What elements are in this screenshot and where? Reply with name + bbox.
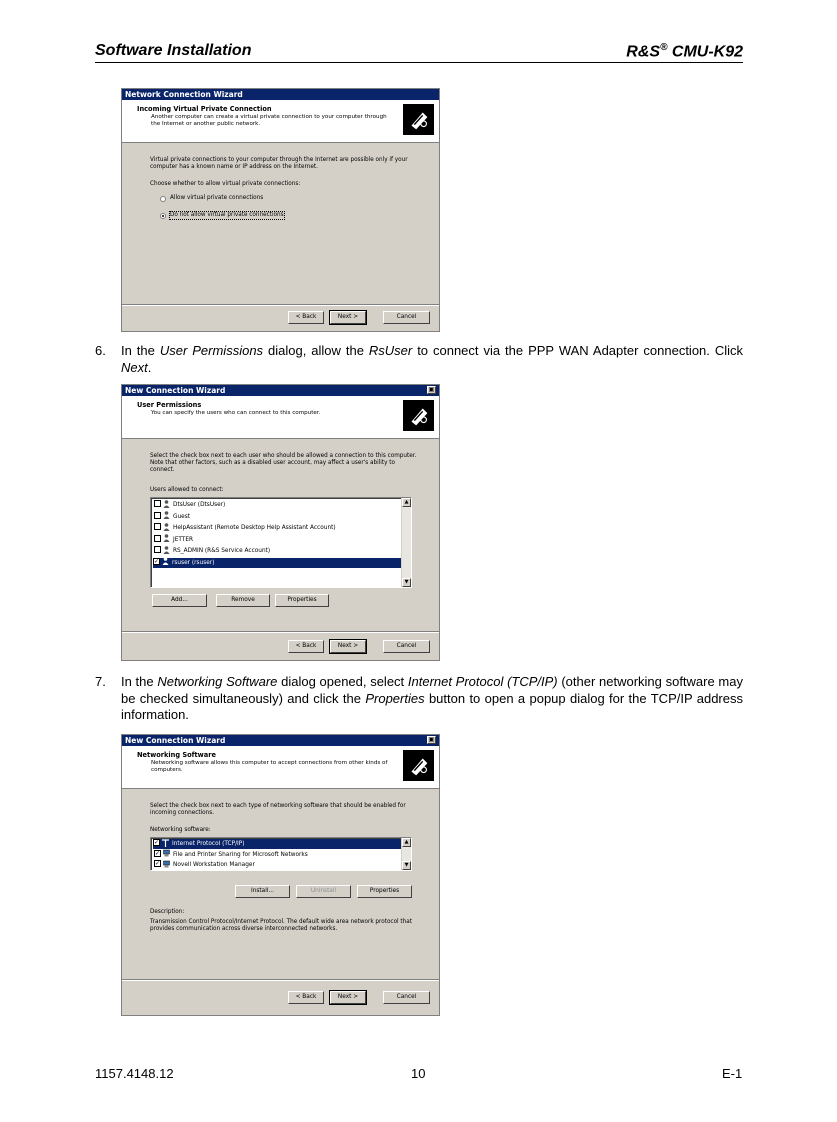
description-label: Description: <box>150 909 185 915</box>
user-label: rsuser (rsuser) <box>172 559 215 566</box>
add-user-button[interactable]: Add... <box>152 594 207 607</box>
help-icon[interactable]: ▣ <box>428 736 435 743</box>
dialog-incoming-vpn <box>121 88 440 332</box>
text: to connect via the PPP WAN Adapter connection. Click <box>412 343 744 358</box>
dialog-subheading: Another computer can create a virtual private connection to your computer through the Internet or another public network. <box>151 114 387 127</box>
dialog-paragraph: Select the check box next to each type of networking software that should be enabled for incoming connections. <box>150 803 406 816</box>
text: In the <box>121 674 158 689</box>
text: . <box>147 359 152 375</box>
dialog-subheading: You can specify the users who can connect to this computer. <box>151 410 321 416</box>
software-checkbox[interactable]: ✓ <box>155 849 161 857</box>
user-icon <box>163 500 170 508</box>
dialog-subheading: Networking software allows this computer to accept connections from other kinds of computers. <box>151 760 388 773</box>
user-label: DtsUser (DtsUser) <box>173 502 226 508</box>
footer-doc-number: 1157.4148.12 <box>95 1066 174 1081</box>
button-separator <box>122 979 439 981</box>
user-checkbox[interactable] <box>154 523 161 530</box>
software-checkbox[interactable]: ✓ <box>155 860 161 867</box>
network-service-icon <box>163 860 170 868</box>
dialog-paragraph: Select the check box next to each user who should be allowed a connection to this computer. Note that other factors, such as a disabled user account, may affect a user's ability to connect. <box>150 453 417 473</box>
dialog-title: New Connection Wizard <box>125 386 226 395</box>
user-properties-button[interactable]: Properties <box>275 594 329 607</box>
uninstall-button[interactable]: Uninstall <box>296 885 351 898</box>
software-label: File and Printer Sharing for Microsoft Networks <box>173 851 308 858</box>
emphasis: Properties <box>365 690 425 706</box>
user-icon <box>163 511 170 519</box>
dialog-header <box>122 100 439 143</box>
users-list-label: Users allowed to connect: <box>150 487 224 493</box>
list-item[interactable] <box>154 535 401 545</box>
user-checkbox[interactable] <box>154 535 161 542</box>
scroll-down-icon[interactable]: ▼ <box>402 578 411 587</box>
users-scrollbar[interactable] <box>401 498 411 587</box>
user-icon <box>163 546 170 554</box>
step-7 <box>95 674 743 724</box>
next-button[interactable]: Next > <box>330 640 366 653</box>
radio-deny-label: Do not allow virtual private connections <box>170 212 284 218</box>
remove-user-button[interactable]: Remove <box>216 594 270 607</box>
dialog-header <box>122 746 439 789</box>
user-checkbox[interactable] <box>154 512 161 519</box>
page-header <box>95 40 743 63</box>
wizard-modem-icon <box>403 400 434 431</box>
list-item[interactable] <box>154 850 401 860</box>
scroll-down-icon[interactable]: ▼ <box>402 861 411 870</box>
dialog-header <box>122 396 439 439</box>
header-product <box>626 42 743 61</box>
step-number: 7. <box>95 674 106 689</box>
radio-allow-vpn[interactable] <box>160 196 166 202</box>
dialog-titlebar <box>122 735 439 746</box>
emphasis: RsUser <box>368 343 413 358</box>
dialog-networking-software <box>121 734 440 1016</box>
user-icon <box>163 523 170 531</box>
network-service-icon <box>163 849 170 857</box>
list-item[interactable] <box>154 523 401 533</box>
install-button[interactable]: Install... <box>235 885 290 898</box>
radio-allow-label: Allow virtual private connections <box>170 195 264 201</box>
emphasis: Internet Protocol (TCP/IP) <box>407 674 558 689</box>
help-icon[interactable]: ▣ <box>428 386 435 393</box>
back-button[interactable]: < Back <box>288 640 324 653</box>
text: button to open a popup dialog for the TCP/IP address information. <box>121 690 743 722</box>
description-text: Transmission Control Protocol/Internet Protocol. The default wide area network protocol that provides communication across diverse interconnected networks. <box>150 919 412 932</box>
dialog-titlebar <box>122 385 439 396</box>
software-properties-button[interactable]: Properties <box>357 885 412 898</box>
software-checkbox[interactable]: ✓ <box>154 839 160 846</box>
wizard-modem-icon <box>403 750 434 781</box>
step-6 <box>95 343 743 376</box>
software-label: Novell Workstation Manager <box>173 862 255 868</box>
user-label: HelpAssistant (Remote Desktop Help Assistant Account) <box>173 525 336 531</box>
footer-page-number: 10 <box>411 1066 426 1081</box>
list-item[interactable] <box>153 839 401 849</box>
user-icon <box>163 534 170 542</box>
next-button[interactable]: Next > <box>330 991 366 1004</box>
user-checkbox[interactable]: ✓ <box>154 557 160 565</box>
text: dialog opened, select <box>277 674 408 689</box>
text: (other networking software may be checked simultaneously) and click the <box>121 674 743 706</box>
cancel-button[interactable]: Cancel <box>383 640 430 653</box>
footer-edition: E-1 <box>722 1066 743 1081</box>
emphasis: User Permissions <box>159 343 264 358</box>
dialog-prompt: Choose whether to allow virtual private connections: <box>150 181 301 187</box>
dialog-titlebar: Network Connection Wizard <box>122 89 439 100</box>
dialog-user-permissions <box>121 384 440 661</box>
software-scrollbar[interactable] <box>401 838 411 870</box>
list-item[interactable] <box>154 512 401 522</box>
protocol-icon <box>162 839 169 847</box>
cancel-button[interactable]: Cancel <box>383 991 430 1004</box>
header-reg-mark: ® <box>660 42 668 53</box>
dialog-paragraph: Virtual private connections to your computer through the Internet are possible only if your computer has a known name or IP address on the Internet. <box>150 157 408 170</box>
back-button[interactable]: < Back <box>288 991 324 1004</box>
software-listbox[interactable] <box>150 837 412 871</box>
radio-deny-vpn[interactable] <box>160 213 166 219</box>
user-label: Guest <box>173 513 191 520</box>
user-icon <box>162 557 169 565</box>
emphasis: Networking Software <box>157 674 278 689</box>
button-separator <box>122 631 439 633</box>
button-separator <box>122 304 439 306</box>
software-list-label: Networking software: <box>150 827 211 833</box>
text: dialog, allow the <box>263 343 369 358</box>
cancel-button[interactable]: Cancel <box>383 311 430 324</box>
header-model: CMU-K92 <box>667 43 743 61</box>
header-section-title: Software Installation <box>95 42 252 59</box>
wizard-modem-icon <box>403 104 434 135</box>
dialog-heading: Networking Software <box>137 751 216 759</box>
user-label: RS_ADMIN (R&S Service Account) <box>173 548 271 554</box>
emphasis: Next <box>121 359 148 375</box>
users-listbox[interactable] <box>150 497 412 588</box>
user-checkbox[interactable] <box>154 500 161 507</box>
dialog-heading: Incoming Virtual Private Connection <box>137 105 272 113</box>
list-item[interactable] <box>153 558 401 568</box>
back-button[interactable]: < Back <box>288 311 324 324</box>
list-item[interactable] <box>154 860 401 870</box>
next-button[interactable]: Next > <box>330 311 366 324</box>
list-item[interactable] <box>154 546 401 556</box>
scroll-up-icon[interactable]: ▲ <box>402 838 411 847</box>
dialog-heading: User Permissions <box>137 401 202 409</box>
user-checkbox[interactable] <box>154 546 161 553</box>
list-item[interactable] <box>154 500 401 510</box>
text: In the <box>121 343 160 358</box>
step-number: 6. <box>95 343 106 358</box>
header-brand: R&S <box>626 43 661 61</box>
user-label: JETTER <box>173 536 194 543</box>
software-label: Internet Protocol (TCP/IP) <box>172 841 245 847</box>
scroll-up-icon[interactable]: ▲ <box>402 498 411 507</box>
dialog-title: New Connection Wizard <box>125 736 226 745</box>
